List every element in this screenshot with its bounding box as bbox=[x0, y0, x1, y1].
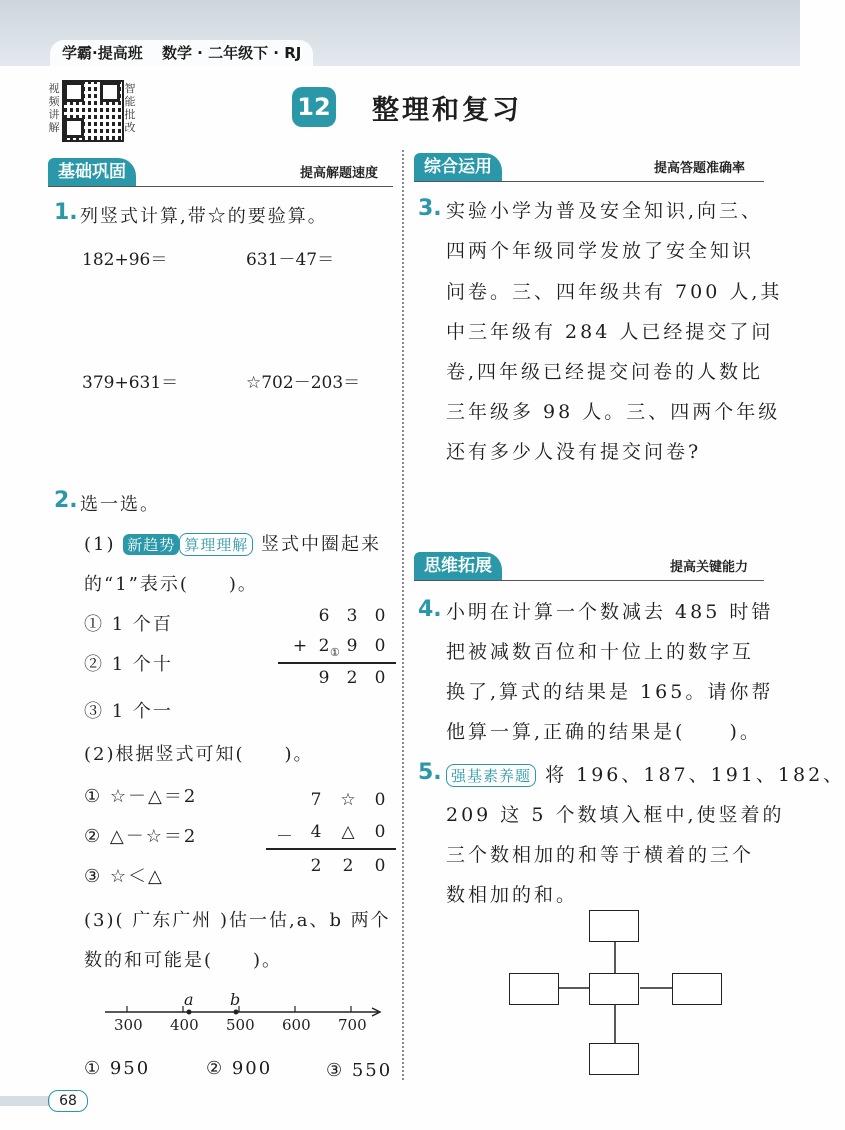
q2-text: 选一选。 bbox=[80, 494, 160, 515]
digit: 6 bbox=[318, 606, 330, 626]
tick-label: 400 bbox=[170, 1016, 199, 1034]
q2-p2-option[interactable]: ① ☆－△＝2 bbox=[84, 786, 198, 807]
q5-line: 209 这 5 个数填入框中,使竖着的 bbox=[446, 804, 785, 826]
digit: 0 bbox=[374, 790, 386, 810]
new-trend-tag: 新趋势 bbox=[123, 534, 179, 555]
section-line bbox=[48, 186, 393, 187]
q2-p1-option[interactable]: ① 1 个百 bbox=[84, 614, 173, 635]
tick-label: 500 bbox=[226, 1016, 255, 1034]
q4-line: 换了,算式的结果是 165。请你帮 bbox=[446, 681, 774, 703]
qr-left-label bbox=[48, 82, 60, 134]
operator: － bbox=[276, 827, 293, 847]
subject-text: 数学 · 二年级下 · RJ bbox=[161, 44, 302, 62]
q3-line: 四两个年级同学发放了安全知识 bbox=[446, 240, 755, 262]
section-note-think: 提高关键能力 bbox=[670, 560, 749, 575]
q2-p3-option[interactable]: ③ 550 bbox=[326, 1060, 393, 1081]
digit: 7 bbox=[310, 790, 322, 810]
q1-expr: ☆702－203＝ bbox=[246, 373, 361, 393]
digit: 2 bbox=[318, 636, 330, 656]
header-tag bbox=[50, 40, 313, 66]
digit: △ bbox=[341, 822, 355, 842]
q2-p1-line2: 的“1”表示( )。 bbox=[84, 574, 258, 595]
unit-number-badge: 12 bbox=[292, 87, 336, 127]
digit: 0 bbox=[374, 636, 386, 656]
answer-box-center[interactable] bbox=[589, 973, 639, 1005]
question-number: 3. bbox=[418, 196, 442, 221]
qr-corner bbox=[100, 82, 120, 102]
section-note-basic: 提高解题速度 bbox=[300, 166, 379, 181]
qr-right-label bbox=[124, 82, 136, 134]
q2-p2-option[interactable]: ③ ☆＜△ bbox=[84, 866, 164, 887]
digit: 0 bbox=[374, 822, 386, 842]
page-band bbox=[0, 1096, 50, 1106]
digit: 2 bbox=[310, 856, 322, 876]
operator: + bbox=[292, 636, 308, 656]
page-number: 68 bbox=[48, 1090, 88, 1112]
section-line bbox=[414, 580, 764, 581]
question-number: 1. bbox=[54, 200, 78, 225]
tick-label: 700 bbox=[338, 1016, 367, 1034]
q3-line: 还有多少人没有提交问卷? bbox=[446, 441, 702, 463]
section-tag-compre: 综合运用 bbox=[414, 153, 502, 181]
digit: 0 bbox=[374, 856, 386, 876]
q5-line1 bbox=[446, 760, 845, 787]
digit: 0 bbox=[374, 606, 386, 626]
qr-corner bbox=[64, 82, 84, 102]
section-tag-think: 思维拓展 bbox=[414, 552, 502, 580]
tick-label: 600 bbox=[282, 1016, 311, 1034]
answer-box-left[interactable] bbox=[509, 973, 559, 1005]
q1-expr: 631－47＝ bbox=[246, 250, 335, 270]
difference-line bbox=[266, 848, 396, 850]
q2-p2-option[interactable]: ② △－☆＝2 bbox=[84, 826, 198, 847]
question-number: 2. bbox=[54, 488, 78, 513]
q3-line: 实验小学为普及安全知识,向三、 bbox=[446, 200, 764, 222]
digit: 4 bbox=[310, 822, 322, 842]
q2-p1-label: (1) bbox=[84, 534, 116, 555]
q4-line: 把被减数百位和十位上的数字互 bbox=[446, 641, 755, 663]
digit: 2 bbox=[346, 668, 358, 688]
section-line bbox=[414, 181, 764, 182]
q2-p1-line1 bbox=[84, 530, 381, 556]
answer-box-top[interactable] bbox=[589, 910, 639, 942]
q1-expr: 379+631＝ bbox=[82, 373, 179, 393]
qr-corner bbox=[64, 118, 84, 138]
q1-text: 列竖式计算,带☆的要验算。 bbox=[80, 206, 328, 227]
digit: 9 bbox=[318, 668, 330, 688]
q2-p3-line2: 数的和可能是( )。 bbox=[84, 950, 283, 971]
digit: 3 bbox=[346, 606, 358, 626]
q2-p1-option[interactable]: ③ 1 个一 bbox=[84, 701, 173, 722]
point-label-a: a bbox=[184, 990, 194, 1009]
brand-text: 学霸·提高班 bbox=[62, 44, 143, 62]
q5-line: 三个数相加的和等于横着的三个 bbox=[446, 844, 755, 866]
tick-label: 300 bbox=[114, 1016, 143, 1034]
q2-p3-option[interactable]: ① 950 bbox=[84, 1058, 151, 1079]
qr-left-text: 视频讲解 bbox=[48, 82, 60, 134]
question-number: 5. bbox=[418, 760, 442, 785]
q1-expr: 182+96＝ bbox=[82, 250, 168, 270]
answer-box-right[interactable] bbox=[672, 973, 722, 1005]
q3-line: 中三年级有 284 人已经提交了问 bbox=[446, 321, 774, 343]
q2-p1-option[interactable]: ② 1 个十 bbox=[84, 654, 173, 675]
q2-p1-text: 竖式中圈起来 bbox=[261, 534, 381, 555]
q5-line: 数相加的和。 bbox=[446, 884, 579, 906]
column-divider bbox=[402, 150, 405, 1080]
q2-p3-line1: (3)( 广东广州 )估一估,a、b 两个 bbox=[84, 910, 391, 931]
q2-p3-option[interactable]: ② 900 bbox=[206, 1058, 273, 1079]
page-title: 整理和复习 bbox=[372, 95, 522, 126]
digit: 9 bbox=[346, 636, 358, 656]
q3-line: 卷,四年级已经提交问卷的人数比 bbox=[446, 361, 764, 383]
reasoning-tag: 算理理解 bbox=[179, 533, 253, 556]
qr-right-text: 智能批改 bbox=[124, 82, 136, 134]
q2-p2-text: (2)根据竖式可知( )。 bbox=[84, 744, 314, 765]
section-note-compre: 提高答题准确率 bbox=[654, 161, 746, 176]
strong-foundation-tag: 强基素养题 bbox=[446, 764, 536, 787]
carry-mark: ① bbox=[330, 646, 340, 659]
q4-line: 小明在计算一个数减去 485 时错 bbox=[446, 601, 774, 623]
answer-box-bottom[interactable] bbox=[589, 1043, 639, 1075]
point-label-b: b bbox=[230, 990, 241, 1009]
digit: ☆ bbox=[340, 790, 356, 810]
sum-line bbox=[278, 662, 396, 664]
q5-text: 将 196、187、191、182、 bbox=[545, 764, 845, 786]
section-tag-basic: 基础巩固 bbox=[48, 158, 136, 186]
digit: 2 bbox=[342, 856, 354, 876]
q3-line: 三年级多 98 人。三、四两个年级 bbox=[446, 401, 781, 423]
q3-line: 问卷。三、四年级共有 700 人,其 bbox=[446, 281, 783, 303]
digit: 0 bbox=[374, 668, 386, 688]
q4-line: 他算一算,正确的结果是( )。 bbox=[446, 721, 762, 743]
question-number: 4. bbox=[418, 597, 442, 622]
